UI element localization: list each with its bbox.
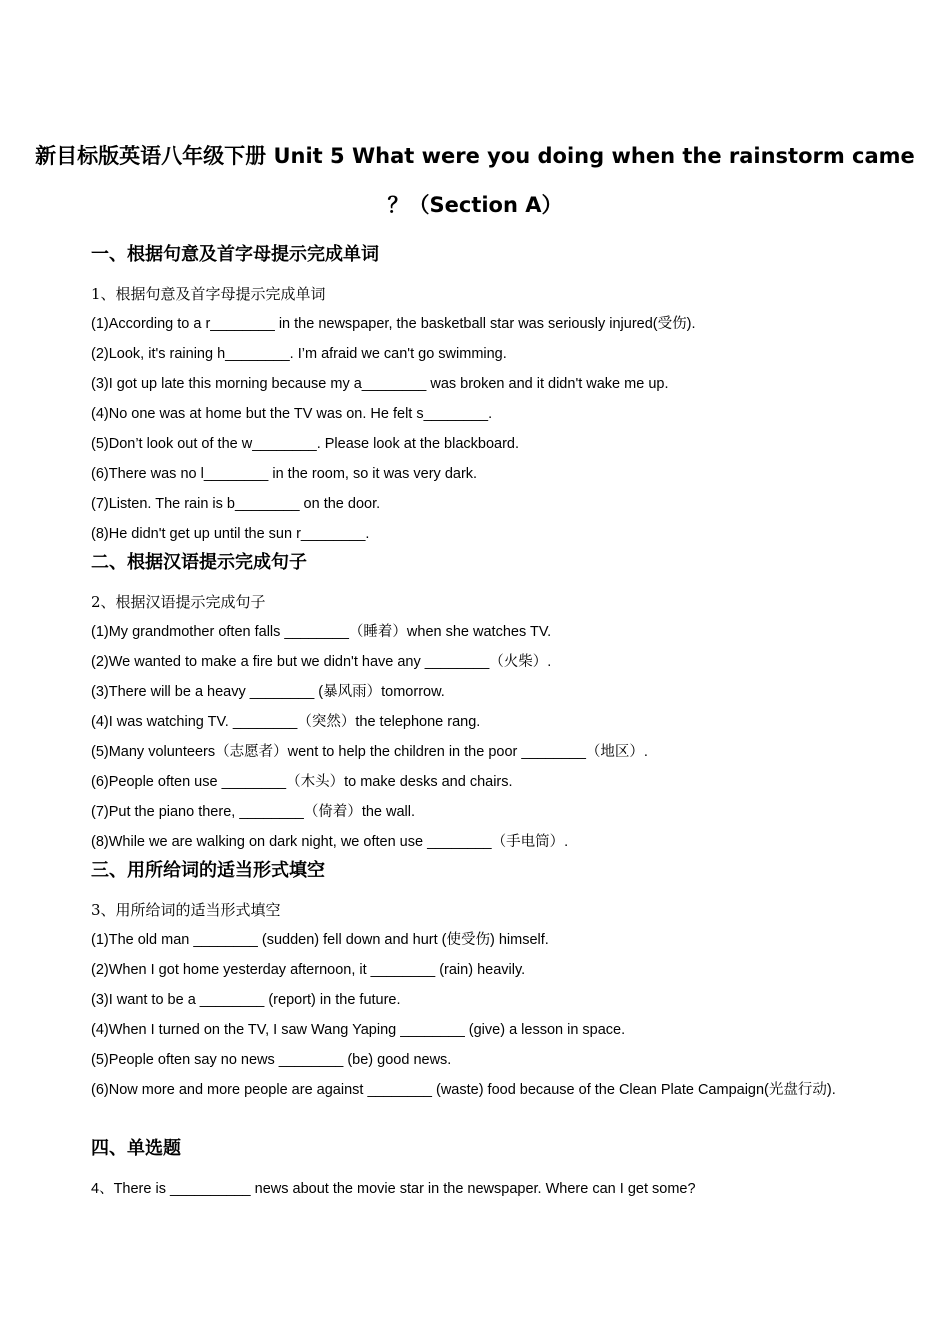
question-item: (7)Put the piano there, ________（倚着）the wall.	[91, 804, 416, 820]
question-item: (6)There was no l________ in the room, so it was very dark.	[91, 466, 478, 482]
question-item: (3)There will be a heavy ________ (暴风雨）tomorrow.	[91, 684, 445, 700]
section-heading-4: 四、单选题	[91, 1138, 181, 1159]
question-heading-1: 1、根据句意及首字母提示完成单词	[91, 285, 326, 303]
question-item: (4)I was watching TV. ________（突然）the telephone rang.	[91, 714, 481, 730]
question-item: (3)I got up late this morning because my a________ was broken and it didn't wake me up.	[91, 376, 669, 392]
question-item: (4)When I turned on the TV, I saw Wang Yaping ________ (give) a lesson in space.	[91, 1022, 626, 1038]
question-item: (5)People often say no news ________ (be) good news.	[91, 1052, 452, 1068]
question-item: (2)Look, it's raining h________. I’m afraid we can't go swimming.	[91, 346, 507, 362]
question-item: (2)We wanted to make a fire but we didn't have any ________（火柴）.	[91, 654, 552, 670]
document-title-continued: ？（Section A）	[387, 193, 563, 217]
question-item: (3)I want to be a ________ (report) in the future.	[91, 992, 401, 1008]
question-item: (6)People often use ________（木头）to make desks and chairs.	[91, 774, 513, 790]
question-item: (8)While we are walking on dark night, we often use ________（手电筒）.	[91, 834, 569, 850]
question-item: (5)Many volunteers（志愿者）went to help the children in the poor ________（地区）.	[91, 744, 648, 760]
question-item: (1)My grandmother often falls ________（睡着）when she watches TV.	[91, 624, 552, 640]
question-item: (5)Don’t look out of the w________. Please look at the blackboard.	[91, 436, 520, 452]
question-item: (8)He didn't get up until the sun r________.	[91, 526, 370, 542]
question-item: (7)Listen. The rain is b________ on the door.	[91, 496, 381, 512]
question-heading-2: 2、根据汉语提示完成句子	[91, 593, 266, 611]
question-heading-3: 3、用所给词的适当形式填空	[91, 901, 281, 919]
question-item: (1)According to a r________ in the newspaper, the basketball star was seriously injured(受伤).	[91, 316, 696, 332]
document-title: 新目标版英语八年级下册 Unit 5 What were you doing when the rainstorm came	[35, 144, 915, 168]
question-item: (1)The old man ________ (sudden) fell down and hurt (使受伤) himself.	[91, 932, 549, 948]
section-heading-2: 二、根据汉语提示完成句子	[91, 552, 307, 573]
question-item: 4、There is __________ news about the movie star in the newspaper. Where can I get some?	[91, 1181, 696, 1197]
question-item: (6)Now more and more people are against ________ (waste) food because of the Clean Plate Campaign(光盘行动).	[91, 1082, 836, 1098]
section-heading-3: 三、用所给词的适当形式填空	[91, 860, 325, 881]
question-item: (4)No one was at home but the TV was on. He felt s________.	[91, 406, 493, 422]
question-item: (2)When I got home yesterday afternoon, it ________ (rain) heavily.	[91, 962, 526, 978]
section-heading-1: 一、根据句意及首字母提示完成单词	[91, 244, 379, 265]
